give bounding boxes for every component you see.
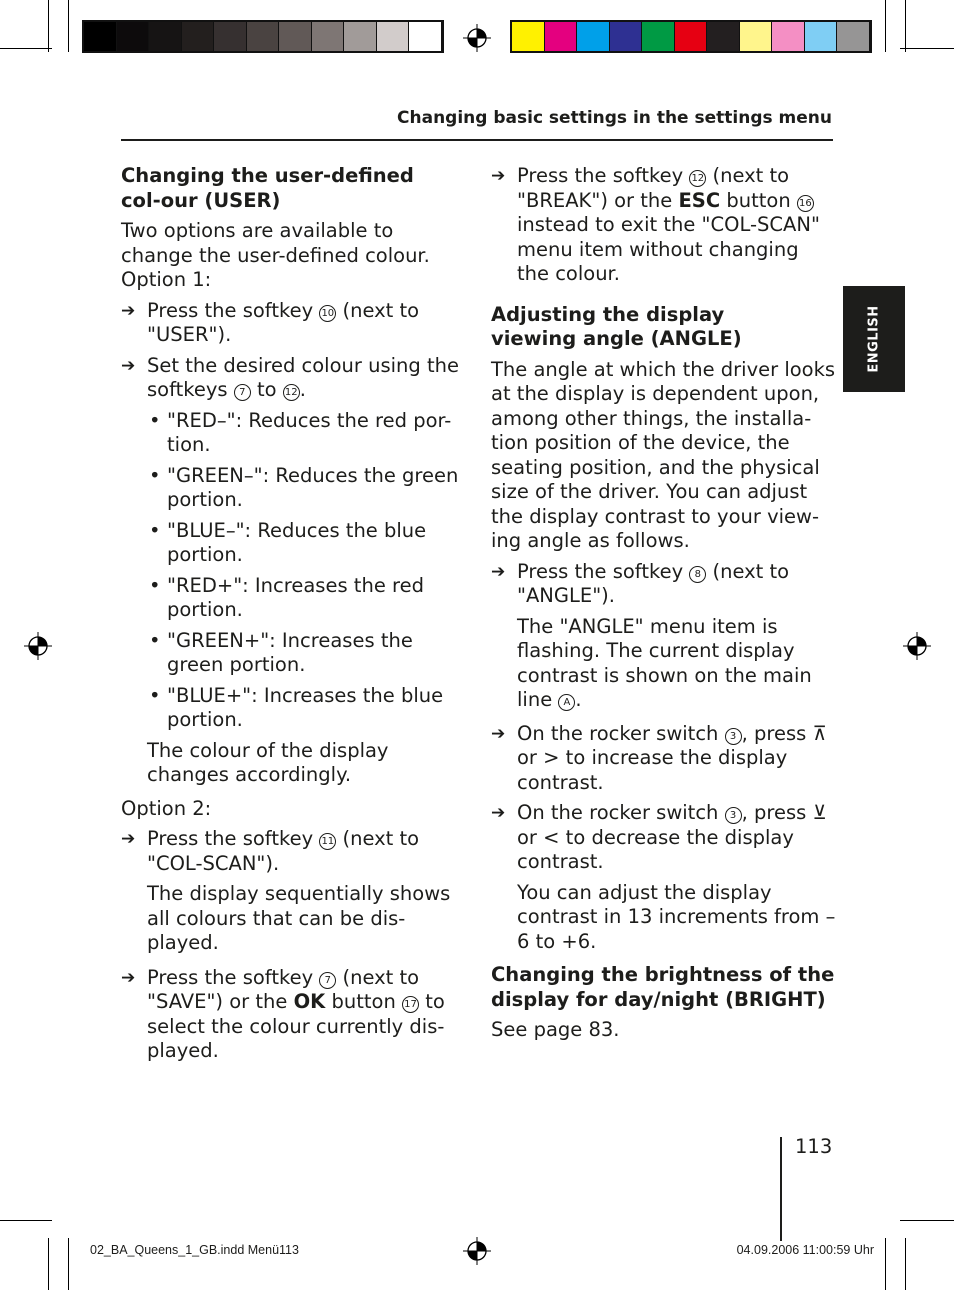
registration-mark-icon: [463, 1237, 491, 1265]
color-swatch: [642, 22, 675, 51]
result-note: The "ANGLE" menu item is flashing. The current display contrast is shown on the main line A .: [517, 614, 812, 711]
crop-mark: [905, 0, 906, 52]
registration-mark-icon: [903, 632, 931, 660]
crop-mark: [0, 1220, 52, 1221]
language-tab: [843, 286, 905, 392]
color-swatch: [344, 22, 377, 51]
running-head: Changing basic settings in the settings menu: [397, 108, 832, 128]
list-item: • "RED+": Increases the red portion.: [121, 574, 466, 623]
color-swatch: [182, 22, 215, 51]
crop-mark: [48, 0, 49, 52]
crop-mark: [900, 48, 954, 49]
paragraph: The angle at which the driver looks at the display is dependent upon, among other things, the installa-tion position of the device, the seating position, and the physical size of the driver. You can adjust the display contrast to your view-ing angle as follows.: [491, 357, 836, 552]
footer-timestamp: 04.09.2006 11:00:59 Uhr: [736, 1243, 874, 1257]
rocker-down-icon: ⊻: [812, 801, 827, 824]
crop-mark: [0, 48, 52, 49]
crop-mark: [885, 1238, 886, 1290]
key-number-badge: 16: [797, 195, 814, 212]
color-swatch: [117, 22, 150, 51]
right-column: [491, 164, 836, 1043]
page-number: 113: [795, 1135, 833, 1158]
paragraph: See page 83.: [491, 1018, 620, 1041]
grayscale-color-bar: [82, 20, 444, 53]
key-number-badge: 7: [234, 384, 251, 401]
crop-mark: [900, 1220, 954, 1221]
crop-mark: [905, 1238, 906, 1290]
color-swatch: [610, 22, 643, 51]
key-number-badge: 7: [319, 972, 336, 989]
instruction-step: ➔ Press the softkey 10 (next to "USER").: [121, 299, 466, 348]
instruction-step: ➔ Press the softkey 7 (next to "SAVE") or the OK button 17 to select the colour currently dis-played.: [121, 966, 466, 1064]
key-number-badge: 3: [725, 807, 742, 824]
color-swatch: [377, 22, 410, 51]
color-swatch: [512, 22, 545, 51]
process-color-bar: [510, 20, 872, 53]
key-number-badge: 11: [319, 833, 336, 850]
key-number-badge: 12: [283, 384, 300, 401]
result-note: The display sequentially shows all colours that can be dis-played.: [147, 882, 451, 954]
section-heading: Changing the user-defined col-our (USER): [121, 164, 414, 212]
color-swatch: [675, 22, 708, 51]
section-heading: Changing the brightness of the display for day/night (BRIGHT): [491, 963, 835, 1011]
footer-file-slug: 02_BA_Queens_1_GB.indd Menü113: [90, 1243, 299, 1257]
color-swatch: [740, 22, 773, 51]
header-rule: [121, 139, 833, 141]
page-number-rule: [780, 1137, 782, 1241]
color-swatch: [247, 22, 280, 51]
instruction-step: ➔ Press the softkey 8 (next to "ANGLE").: [491, 560, 836, 609]
key-number-badge: 3: [725, 728, 742, 745]
color-swatch: [805, 22, 838, 51]
section-heading: Adjusting the display viewing angle (ANGLE): [491, 302, 742, 350]
color-swatch: [409, 22, 442, 51]
instruction-step: ➔ On the rocker switch 3 , press ⊼ or > to increase the display contrast.: [491, 722, 836, 796]
color-swatch: [312, 22, 345, 51]
color-swatch: [772, 22, 805, 51]
registration-mark-icon: [24, 632, 52, 660]
paragraph: Two options are available to change the user-defined colour. Option 1:: [121, 219, 430, 291]
instruction-step: ➔ Set the desired colour using the softkeys 7 to 12 .: [121, 354, 466, 403]
registration-mark-icon: [463, 24, 491, 52]
crop-mark: [68, 1238, 69, 1290]
left-column: [121, 164, 466, 1064]
color-swatch: [149, 22, 182, 51]
list-item: • "BLUE+": Increases the blue portion.: [121, 684, 466, 733]
instruction-step: ➔ Press the softkey 11 (next to "COL-SCAN").: [121, 827, 466, 876]
key-number-badge: 10: [319, 305, 336, 322]
list-item: • "GREEN+": Increases the green portion.: [121, 629, 466, 678]
instruction-step: ➔ Press the softkey 12 (next to "BREAK") or the ESC button 16 instead to exit the "COL-SCAN" menu item without changing the colour.: [491, 164, 836, 287]
language-tab-label: ENGLISH: [866, 305, 882, 373]
key-number-badge: 17: [402, 996, 419, 1013]
crop-mark: [48, 1238, 49, 1290]
color-swatch: [577, 22, 610, 51]
instruction-step: ➔ On the rocker switch 3 , press ⊻ or < to decrease the display contrast.: [491, 801, 836, 875]
rocker-up-icon: ⊼: [812, 721, 827, 745]
color-swatch: [545, 22, 578, 51]
key-number-badge: 8: [689, 566, 706, 583]
crop-mark: [68, 0, 69, 52]
key-number-badge: A: [558, 694, 575, 711]
color-swatch: [279, 22, 312, 51]
crop-mark: [885, 0, 886, 52]
paragraph: Option 2:: [121, 796, 212, 820]
list-item: • "RED–": Reduces the red por-tion.: [121, 409, 466, 458]
color-swatch: [84, 22, 117, 51]
color-swatch: [214, 22, 247, 51]
color-swatch: [837, 22, 870, 51]
result-note: The colour of the display changes accordingly.: [147, 738, 389, 786]
key-number-badge: 12: [689, 170, 706, 187]
color-swatch: [707, 22, 740, 51]
list-item: • "BLUE–": Reduces the blue portion.: [121, 519, 466, 568]
list-item: • "GREEN–": Reduces the green portion.: [121, 464, 466, 513]
result-note: You can adjust the display contrast in 13 increments from –6 to +6.: [517, 880, 836, 953]
